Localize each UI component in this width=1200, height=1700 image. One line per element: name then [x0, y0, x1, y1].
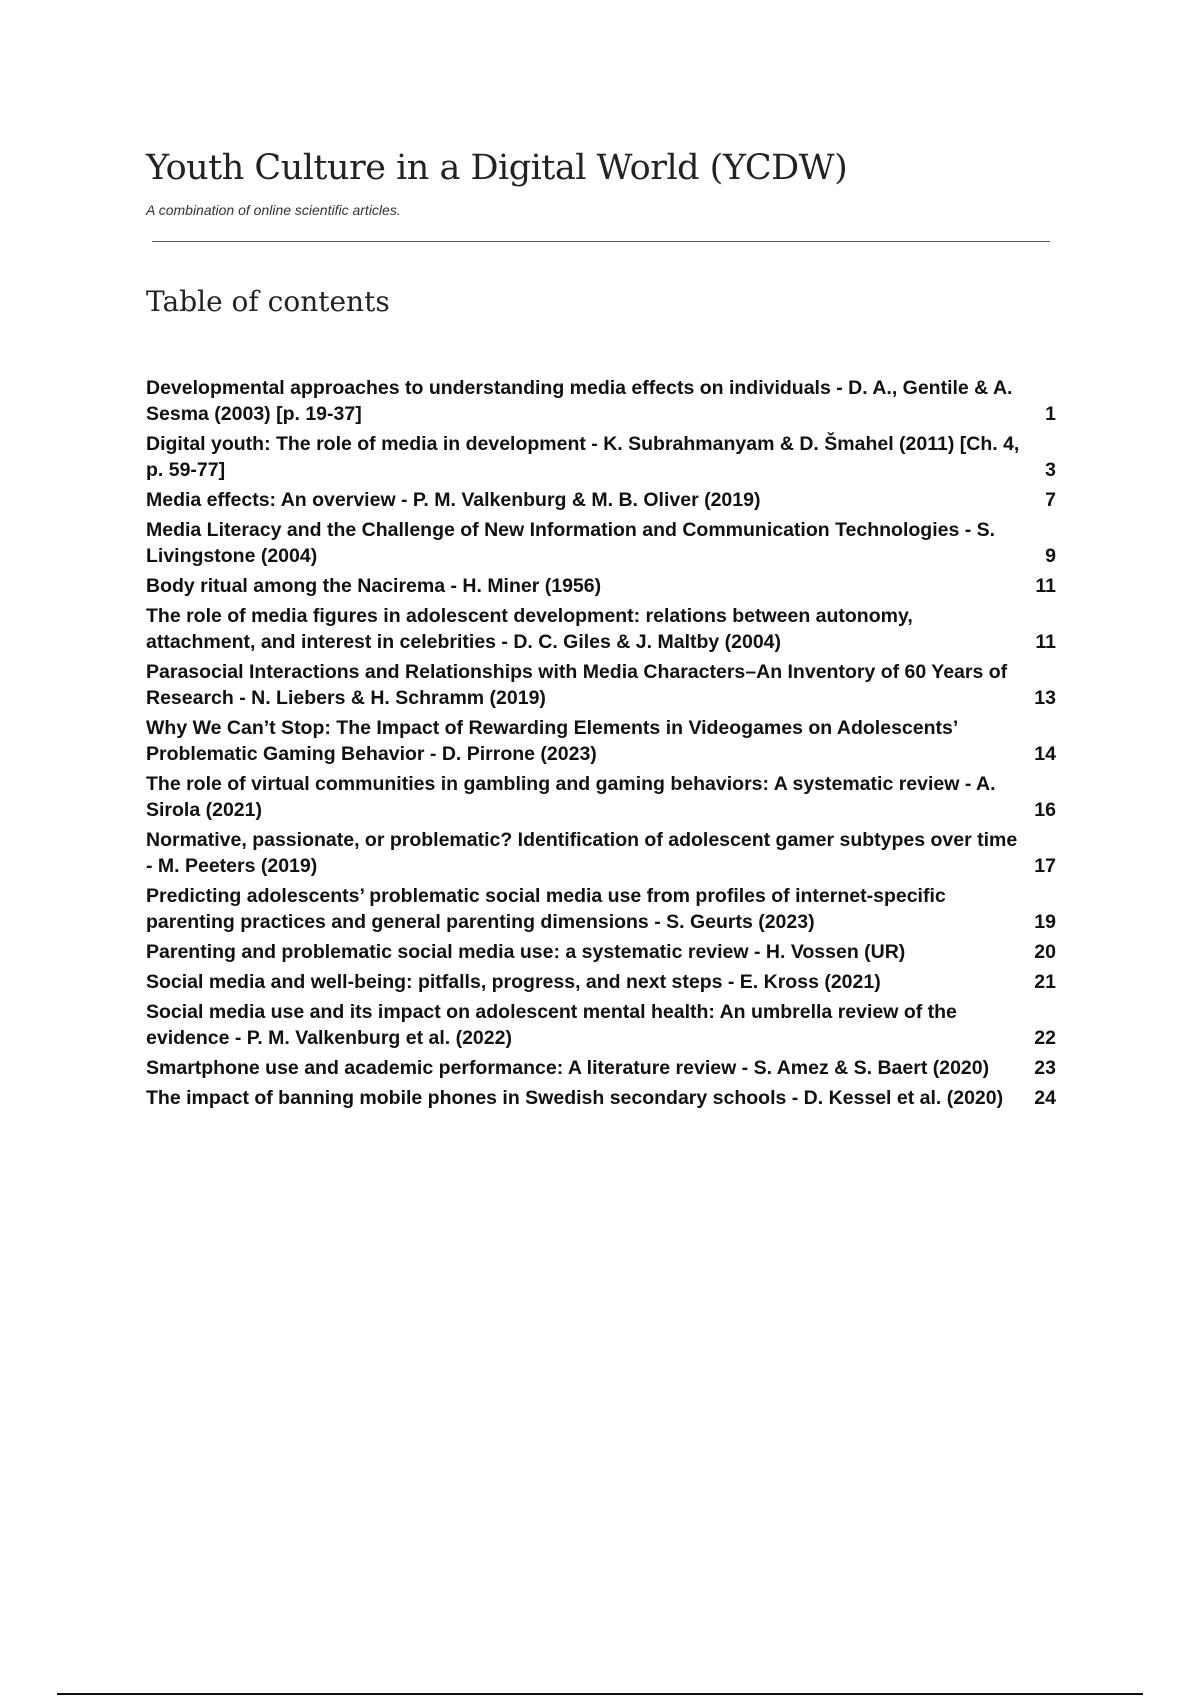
title-divider [152, 241, 1050, 242]
toc-entry-page-number: 11 [1035, 631, 1056, 653]
toc-entry-page-number: 13 [1034, 687, 1056, 709]
toc-entry[interactable] [146, 375, 1056, 427]
toc-entry-title: The role of virtual communities in gambling and gaming behaviors: A systematic review - A. Sirola (2021) [146, 773, 996, 821]
toc-entry-title: The role of media figures in adolescent development: relations between autonomy, attachment, and interest in celebrities - D. C. Giles & J. Maltby (2004) [146, 605, 913, 653]
toc-entry-title: Social media and well-being: pitfalls, progress, and next steps - E. Kross (2021) [146, 971, 881, 993]
toc-entry[interactable] [146, 1085, 1056, 1111]
toc-entry-title: Normative, passionate, or problematic? Identification of adolescent gamer subtypes over time - M. Peeters (2019) [146, 829, 1018, 877]
toc-entry-page-number: 23 [1034, 1057, 1056, 1079]
toc-heading: Table of contents [146, 285, 390, 318]
toc-entry-title: Parasocial Interactions and Relationships with Media Characters–An Inventory of 60 Years of Research - N. Liebers & H. Schramm (2019) [146, 661, 1008, 709]
toc-entry-title: The impact of banning mobile phones in Swedish secondary schools - D. Kessel et al. (2020) [146, 1087, 1004, 1109]
toc-entry-title: Media Literacy and the Challenge of New Information and Communication Technologies - S. Livingstone (2004) [146, 519, 996, 567]
toc-entry[interactable] [146, 1055, 1056, 1081]
toc-entry-page-number: 14 [1034, 743, 1056, 765]
toc-entry-page-number: 22 [1034, 1027, 1056, 1049]
toc-entry-page-number: 24 [1034, 1087, 1056, 1109]
toc-entry[interactable] [146, 999, 1056, 1051]
toc-entry-title: Social media use and its impact on adolescent mental health: An umbrella review of the evidence - P. M. Valkenburg et al. (2022) [146, 1001, 957, 1049]
toc-entry-title: Why We Can’t Stop: The Impact of Rewarding Elements in Videogames on Adolescents’ Problematic Gaming Behavior - D. Pirrone (2023) [146, 717, 958, 765]
toc-entry[interactable] [146, 771, 1056, 823]
toc-entry-page-number: 11 [1035, 575, 1056, 597]
toc-entry-page-number: 20 [1034, 941, 1056, 963]
toc-entry[interactable] [146, 487, 1056, 513]
toc-entry[interactable] [146, 603, 1056, 655]
toc-entry-title: Media effects: An overview - P. M. Valkenburg & M. B. Oliver (2019) [146, 489, 761, 511]
toc-entry-page-number: 17 [1034, 855, 1056, 877]
toc-entry-page-number: 21 [1034, 971, 1056, 993]
toc-entry[interactable] [146, 517, 1056, 569]
toc-entry-page-number: 7 [1045, 489, 1056, 511]
toc-entry-title: Smartphone use and academic performance: A literature review - S. Amez & S. Baert (2020) [146, 1057, 990, 1079]
toc-entry[interactable] [146, 573, 1056, 599]
toc-entry-title: Parenting and problematic social media use: a systematic review - H. Vossen (UR) [146, 941, 906, 963]
toc-entry-page-number: 3 [1045, 459, 1056, 481]
toc-entry[interactable] [146, 659, 1056, 711]
toc-entry[interactable] [146, 883, 1056, 935]
toc-entry-page-number: 19 [1034, 911, 1056, 933]
toc-entry-title: Predicting adolescents’ problematic social media use from profiles of internet-specific parenting practices and general parenting dimensions - S. Geurts (2023) [146, 885, 946, 933]
toc-entry-page-number: 16 [1034, 799, 1056, 821]
document-title: Youth Culture in a Digital World (YCDW) [146, 148, 848, 188]
toc-entry[interactable] [146, 969, 1056, 995]
document-subtitle: A combination of online scientific articles. [146, 202, 401, 218]
toc-entry-page-number: 9 [1045, 545, 1056, 567]
toc-entry[interactable] [146, 939, 1056, 965]
toc-entry-title: Digital youth: The role of media in development - K. Subrahmanyam & D. Šmahel (2011) [Ch. 4, p. 59-77] [146, 433, 1020, 481]
toc-entry-title: Developmental approaches to understanding media effects on individuals - D. A., Gentile & A. Sesma (2003) [p. 19-37] [146, 377, 1013, 425]
toc-entry[interactable] [146, 431, 1056, 483]
toc-entry[interactable] [146, 827, 1056, 879]
toc-entry-page-number: 1 [1045, 403, 1056, 425]
toc-entry-title: Body ritual among the Nacirema - H. Miner (1956) [146, 575, 602, 597]
table-of-contents [146, 375, 1056, 1115]
toc-entry[interactable] [146, 715, 1056, 767]
footer-divider [57, 1693, 1143, 1695]
